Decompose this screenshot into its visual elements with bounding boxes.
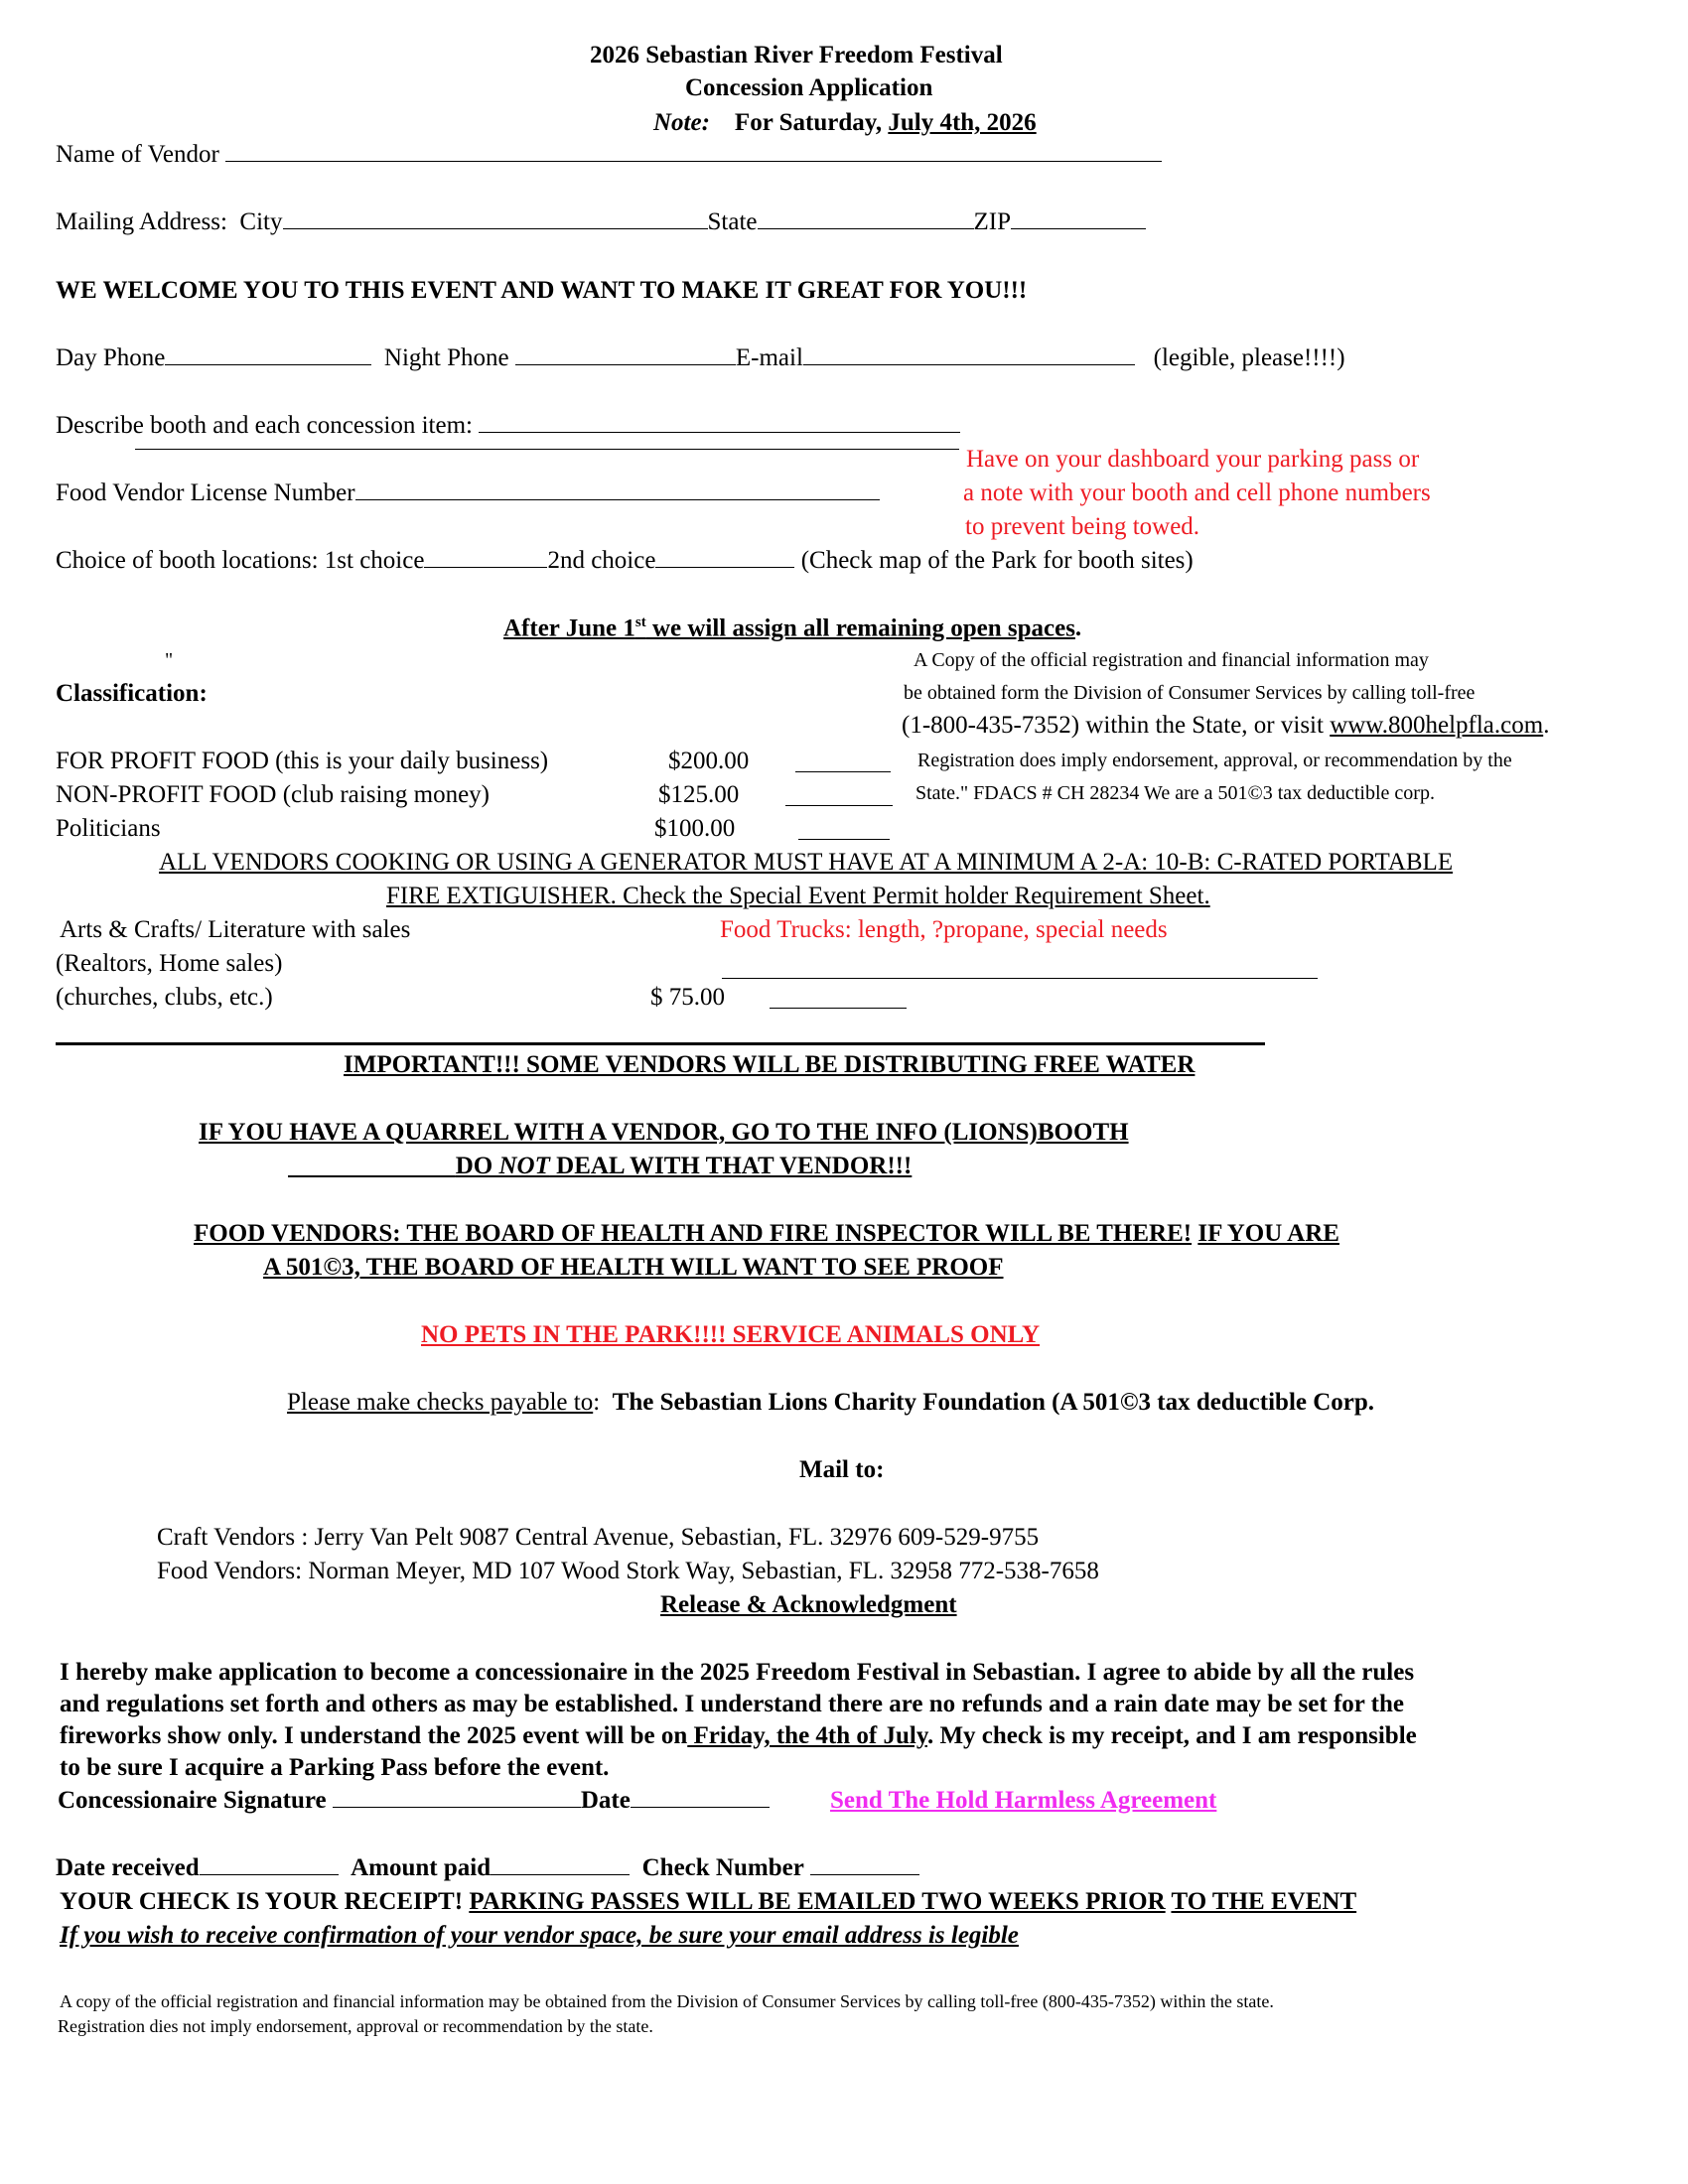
food-vendors-warning: FOOD VENDORS: THE BOARD OF HEALTH AND FIRE INSPECTOR WILL BE THERE! <box>194 1220 1193 1247</box>
office-row <box>56 1854 919 1882</box>
churches-label: (churches, clubs, etc.) <box>56 984 273 1011</box>
important-notice: IMPORTANT!!! SOME VENDORS WILL BE DISTRIBUTING FREE WATER <box>344 1051 1196 1078</box>
release-title: Release & Acknowledgment <box>660 1591 957 1618</box>
classification-label: Classification: <box>56 680 208 707</box>
receipt-parking: PARKING PASSES WILL BE EMAILED TWO WEEKS PRIOR <box>469 1888 1166 1915</box>
first-choice-field[interactable] <box>424 549 547 568</box>
vendor-name-field[interactable] <box>225 143 1162 162</box>
note-date: July 4th, 2026 <box>888 109 1037 136</box>
footer-line2: Registration dies not imply endorsement, approval or recommendation by the state. <box>58 2016 653 2036</box>
email-field[interactable] <box>803 346 1135 365</box>
for-profit-field[interactable] <box>795 771 891 772</box>
describe-row <box>56 412 960 440</box>
release-line3 <box>60 1722 1417 1750</box>
email-label: E-mail <box>735 344 803 371</box>
stray-mark: " <box>165 649 174 671</box>
zip-field[interactable] <box>1011 210 1146 229</box>
zip-label: ZIP <box>973 208 1011 235</box>
night-phone-field[interactable] <box>515 346 736 365</box>
registration-line3 <box>902 712 1549 740</box>
quarrel-do: DO <box>455 1153 499 1179</box>
check-map-note: (Check map of the Park for booth sites) <box>800 547 1194 574</box>
date-note <box>653 109 1037 137</box>
legible-note: (legible, please!!!!) <box>1153 344 1345 371</box>
mailing-address-row <box>56 208 1146 236</box>
release-line1: I hereby make application to become a concessionaire in the 2025 Freedom Festival in Sebastian. I agree to abide by all the rules <box>60 1659 1415 1686</box>
signature-date-label: Date <box>580 1787 631 1814</box>
check-number-field[interactable] <box>810 1856 919 1875</box>
non-profit-price: $125.00 <box>658 781 740 808</box>
registration-line4: Registration does imply endorsement, approval, or recommendation by the <box>917 750 1512 771</box>
release-event-date: Friday, the 4th of July <box>687 1722 927 1749</box>
note-prefix: For Saturday, <box>734 109 889 136</box>
confirmation-note: If you wish to receive confirmation of your vendor space, be sure your email address is legible <box>60 1922 1019 1949</box>
page-title: 2026 Sebastian River Freedom Festival <box>590 42 1003 68</box>
food-license-row <box>56 479 880 507</box>
registration-line2: be obtained form the Division of Consumer Services by calling toll-free <box>904 682 1476 704</box>
city-label: City <box>239 208 283 235</box>
food-license-field[interactable] <box>355 481 880 500</box>
describe-label: Describe booth and each concession item: <box>56 412 473 439</box>
city-field[interactable] <box>283 210 708 229</box>
release-line2: and regulations set forth and others as may be established. I understand there are no refunds and a rain date may be set for the <box>60 1691 1405 1717</box>
check-number-label: Check Number <box>641 1854 804 1881</box>
vendor-name-row <box>56 141 1162 169</box>
booth-choice-label: Choice of booth locations: 1st choice <box>56 547 425 574</box>
food-vendors-line1 <box>194 1220 1339 1248</box>
page-subtitle: Concession Application <box>685 74 933 101</box>
note-label: Note: <box>653 109 710 136</box>
footer-line1: A copy of the official registration and financial information may be obtained from the Division of Consumer Services by calling toll-free (800-435-7352) within the state. <box>60 1991 1274 2011</box>
craft-vendor-address: Craft Vendors : Jerry Van Pelt 9087 Central Avenue, Sebastian, FL. 32976 609-529-9755 <box>157 1524 1040 1551</box>
quarrel-line2 <box>288 1153 912 1180</box>
receipt-pre: YOUR CHECK IS YOUR RECEIPT! <box>60 1888 470 1915</box>
mailing-address-label: Mailing Address: <box>56 208 227 235</box>
fire-notice-line2: FIRE EXTIGUISHER. Check the Special Event Permit holder Requirement Sheet. <box>386 883 1210 909</box>
for-profit-label: FOR PROFIT FOOD (this is your daily business) <box>56 748 549 774</box>
politicians-price: $100.00 <box>654 815 736 842</box>
second-choice-label: 2nd choice <box>547 547 656 574</box>
receipt-post: TO THE EVENT <box>1171 1888 1357 1915</box>
registration-line5: State." FDACS # CH 28234 We are a 501©3 tax deductible corp. <box>915 782 1435 804</box>
release-line3-post: . My check is my receipt, and I am responsible <box>926 1722 1417 1749</box>
politicians-field[interactable] <box>798 839 890 840</box>
welcome-text: WE WELCOME YOU TO THIS EVENT AND WANT TO MAKE IT GREAT FOR YOU!!! <box>56 277 1028 304</box>
food-vendors-line2: A 501©3, THE BOARD OF HEALTH WILL WANT TO SEE PROOF <box>263 1254 1004 1281</box>
registration-line1: A Copy of the official registration and financial information may <box>914 649 1429 671</box>
quarrel-post: DEAL WITH THAT VENDOR!!! <box>549 1153 913 1179</box>
registration-line3-prefix: (1-800-435-7352) within the State, or visit <box>902 712 1331 739</box>
receipt-row <box>60 1888 1356 1916</box>
vendor-name-label: Name of Vendor <box>56 141 219 168</box>
date-received-label: Date received <box>56 1854 200 1881</box>
non-profit-field[interactable] <box>785 805 893 806</box>
mail-to-label: Mail to: <box>799 1456 885 1483</box>
assign-dot: . <box>1074 614 1082 642</box>
food-trucks-note: Food Trucks: length, ?propane, special needs <box>720 916 1168 943</box>
non-profit-label: NON-PROFIT FOOD (club raising money) <box>56 781 491 808</box>
phone-row <box>56 344 1345 372</box>
food-vendors-if: IF YOU ARE <box>1197 1220 1339 1247</box>
food-license-label: Food Vendor License Number <box>56 479 355 506</box>
parking-note-line3: to prevent being towed. <box>965 513 1200 540</box>
for-profit-price: $200.00 <box>668 748 750 774</box>
assign-prefix: After June 1 <box>503 614 635 642</box>
describe-field[interactable] <box>479 414 960 433</box>
arts-field[interactable] <box>770 1008 907 1009</box>
section-divider <box>56 1042 1265 1045</box>
state-field[interactable] <box>758 210 974 229</box>
quarrel-not: NOT <box>498 1153 550 1179</box>
registration-line3-suffix: . <box>1543 712 1550 739</box>
politicians-label: Politicians <box>56 815 161 842</box>
second-choice-field[interactable] <box>655 549 794 568</box>
assign-notice <box>503 614 1081 642</box>
night-phone-label: Night Phone <box>383 344 509 371</box>
quarrel-pad <box>288 1153 456 1179</box>
realtors-label: (Realtors, Home sales) <box>56 950 283 977</box>
helpfla-link[interactable]: www.800helpfla.com <box>1330 712 1544 739</box>
signature-field[interactable] <box>333 1789 581 1808</box>
checks-payee: The Sebastian Lions Charity Foundation (A 501©3 tax deductible Corp. <box>612 1389 1375 1416</box>
food-vendor-address: Food Vendors: Norman Meyer, MD 107 Wood Stork Way, Sebastian, FL. 32958 772-538-7658 <box>157 1558 1099 1584</box>
hold-harmless-link[interactable]: Send The Hold Harmless Agreement <box>830 1787 1217 1814</box>
arts-label: Arts & Crafts/ Literature with sales <box>60 916 411 943</box>
no-pets-notice: NO PETS IN THE PARK!!!! SERVICE ANIMALS ONLY <box>421 1321 1041 1348</box>
signature-row <box>58 1787 770 1815</box>
describe-field-line2[interactable] <box>135 449 959 450</box>
day-phone-field[interactable] <box>165 346 371 365</box>
parking-note-line2: a note with your booth and cell phone numbers <box>963 479 1431 506</box>
checks-label: Please make checks payable to <box>287 1389 594 1416</box>
booth-choice-row <box>56 547 1194 575</box>
signature-label: Concessionaire Signature <box>58 1787 327 1814</box>
parking-note-line1: Have on your dashboard your parking pass or <box>966 446 1420 473</box>
checks-row <box>287 1389 1374 1417</box>
assign-sup: st <box>634 614 646 630</box>
arts-price: $ 75.00 <box>650 984 725 1011</box>
food-trucks-field[interactable] <box>722 978 1318 979</box>
quarrel-line1: IF YOU HAVE A QUARREL WITH A VENDOR, GO TO THE INFO (LIONS)BOOTH <box>199 1119 1129 1146</box>
release-line3-pre: fireworks show only. I understand the 2025 event will be on <box>60 1722 688 1749</box>
amount-paid-label: Amount paid <box>351 1854 492 1881</box>
day-phone-label: Day Phone <box>56 344 166 371</box>
fire-notice-line1: ALL VENDORS COOKING OR USING A GENERATOR MUST HAVE AT A MINIMUM A 2-A: 10-B: C-RATED PORTABLE <box>159 849 1454 876</box>
checks-colon: : <box>593 1389 601 1416</box>
assign-suffix: we will assign all remaining open spaces <box>645 614 1075 642</box>
amount-paid-field[interactable] <box>491 1856 630 1875</box>
release-line4: to be sure I acquire a Parking Pass before the event. <box>60 1754 610 1781</box>
state-label: State <box>707 208 758 235</box>
signature-date-field[interactable] <box>631 1789 770 1808</box>
date-received-field[interactable] <box>200 1856 339 1875</box>
